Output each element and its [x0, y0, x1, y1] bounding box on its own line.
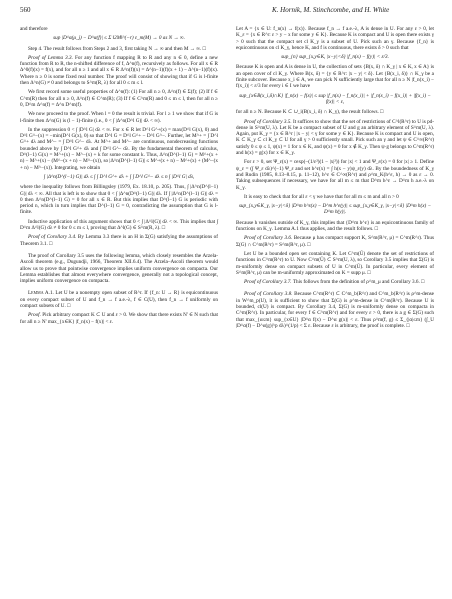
proof-heading: Proof of Corollary 3.4.	[28, 234, 77, 241]
left-paragraph	[20, 26, 218, 32]
paragraph-text: and therefore	[20, 26, 48, 32]
paragraph-text: For ε > 0, set Ψ_ε(x) = cexp(−(1/ε²)(1 − |x|²)) for |x| < 1 and Ψ_ε(x) = 0 for |x| ≥ 1. Define ψ_ε = (∫ Ψ_ε dλ)^(−1) Ψ_ε and set h^ε(x) = ∫ h(x − y)ψ_ε(y) dλ. By the boundedness of K_γ and Rudin (1985, 8.13–8.15, p. 11–12), h^ε ∈ C^∞(R^r) and ρ^m_K(h^ε, h) → 0 as ε → 0. Taking subsequences if necessary, we have for all m ≤ m that D^m h^ε → D^m h a.e.-λ on K_γ.	[236, 159, 434, 191]
left-equation	[20, 174, 218, 180]
right-equation	[236, 203, 434, 216]
paragraph-text: Pick arbitrary compact K ⊂ U and ε > 0. We show that there exists N' ∈ N such that for all n ≥ N' max_{x∈K} |f_n(x) − f(x)| < ε.	[20, 312, 218, 325]
paragraph-text: Let U be a nonempty open subset of R^r. If {f_n: U → R} is equicontinuous on every compact subset of U and f_n → f a.e.-λ, f ∈ C(U), then f_n → f uniformly on compact subsets of U. □	[20, 290, 219, 309]
paragraph-text: For any function f mapping R to R and any n ∈ 0, define a new function from R to R, the n-shifted difference of f, Δ^n(f), recursively as follows. For all x ∈ R Δ^0(f)(x) = f(x), and for all n ≥ 1 and all x ∈ R Δ^n(f)(x) = Δ^(n−1)(f)(x + 1) − Δ^(n−1)(f)(x). Where n ≥ 0 is some fixed real number. The proof will consist of showing that if G is l-finite then Δ^n(G) ≠ 0 and belongs to S^m(R, λ) for all 0 ≤ m ≤ l.	[20, 54, 219, 87]
right-paragraph	[236, 220, 434, 233]
paragraph-text: Because C^m(R^r) ⊂ C^m_b(R^r) and C^m_b(R^r) is ρ^m-dense in W^m_p(U), it is sufficient to show that Σ(G) is ρ^m-dense in C^m(R^r). Because U is bounded, cl(U) is compact. By Corollary 3.4, Σ(G) is m-uniformly dense on compacta in C^m(R^r). In particular, for every f ∈ C^m(R^r) and for every ε > 0, there is a g ∈ Σ(G) such that max_{α≤m} sup_{x∈U} |D^α f(x) − D^α g(x)| < ε. Thus ρ^m(f, g) ≤ Σ_{|α|≤m} (∫_U |D^α(f) − D^α(g)|^p dλ)^(1/p) < Σ ε. Because ε is arbitrary, the proof is complete. □	[236, 291, 434, 329]
paragraph-text: We first record some useful properties of Δ^n(f): (1) For all n ≥ 0, Δ^n(f) ∈ Σ(f); (2) If f ∈ C^m(R) then for all n ≥ 0, Δ^n(f) ∈ C^m(R); (3) If f ∈ C^m(R) and 0 ≤ m ≤ l, then for all n ≥ 0, D^m Δ^n(f) = Δ^n D^m(f).	[20, 89, 218, 108]
right-paragraph	[236, 235, 434, 248]
left-paragraph	[20, 89, 218, 108]
paragraph-text: Because μ has compact support K, S^m(R^r, μ) = C^m(R^r). Thus Σ(G) ∩ C^m(R^r) = S^m(R^r, μ). □	[236, 235, 435, 248]
right-paragraph	[236, 291, 434, 329]
paragraph-text: Inductive application of this argument shows that 0 < ∫ |Δ^l(G)| dλ < ∞. This implies that ∫ D^m Δ^l(G) dλ ≠ 0 for 0 ≤ m ≤ l, proving that Δ^l(G) ∈ S^m(R, λ). □	[20, 218, 218, 232]
paragraph-text: Let U be a bounded open set containing K. Let C^m(Ū) denote the set of restrictions of functions in C^m(R^r) to U. Now C^m(Ū) ⊂ S^m(U, λ), so Corollary 3.5 implies that Σ(G) is m-uniformly dense on compact subsets of U in C^m(Ū). In particular, every element of S^m(R^r, μ) can be m-uniformly approximated on K = supp μ. □	[236, 250, 434, 276]
right-paragraph	[236, 109, 434, 115]
proof-heading: Lemma A.1.	[28, 290, 54, 297]
left-paragraph	[20, 55, 218, 86]
paragraph-text: Because K is open and A is dense in U, the collection of sets {B(x, δ) ∩ K_γ | x ∈ K, x ∈ A} is an open cover of cl K_γ. Where B(x, δ) = {y ∈ R^r: |x − y| < δ}. Let {B(x_i, δ)} ∩ K_γ be a finite subcover. Because x_i ∈ A, we can pick N sufficiently large that for all n ≥ N |f_n(x_i) − f(x_i)| < ε/3 for every i ∈ I we have	[236, 64, 434, 90]
right-paragraph	[236, 279, 434, 285]
paragraph-text: Step 4. The result follows from Steps 2 and 3, first taking N → ∞ and then M → ∞. □	[28, 45, 206, 52]
paragraph-text: In the suppression 0 < ∫ |D^l G| dλ < ∞. For x ∈ R let D^l G^+(x) = max(D^l G(x), 0) and D^l G^−(x) = −min(D^l G(x), 0) so that D^l G = D^l G^+ − D^l G^−. Further, let M^+ = ∫ D^l G^+ dλ and M^− = ∫ D^l G^− dλ. At M^+ and M^− are continuous, nondecreasing functions bounded above by ∫ D^l G^+ dλ and ∫ D^l G^− dλ. By the fundamental theorem of calculus, D^(l−1) G(x) = M^+(x) − M^−(x) + k for some constant k. Thus, Δ^n(D^(l−1) G) = M^+(x + n) − M^+(x) − (M^−(x + n) − M^−(x)), so |Δ^n(D^(l−1) G)| ≤ M^+(x + n) − M^+(x) + (M^−(x + n) − M^−(x)). Integrating, we obtain	[20, 126, 218, 171]
right-paragraph	[236, 64, 434, 89]
paragraph-text: Let A = {x ∈ U: f_n(x) → f(x)}. Because f_n → f a.e.-λ, A is dense in U. For any ε > 0, let K_ε = {x ∈ R^r: ε > y − x for some y ∈ K}. Because K is compact and U is open there exists γ > 0 such that the compact set cl K_γ is a subset of U. Pick such an γ. Because {f_n} is equicontinuous on cl K_γ, hence K, and f is continuous, there exists δ > 0 such that	[236, 26, 434, 51]
running-title: K. Hornik, M. Stinchcombe, and H. White	[272, 6, 390, 14]
right-equation	[236, 54, 434, 60]
left-paragraph	[20, 127, 218, 171]
left-paragraph	[20, 219, 218, 232]
paragraph-text: The proof of Corollary 3.5 uses the following lemma, which closely resembles the Arzela-Ascoli theorem (e.g., Dugundji, 1966, Theorem XII.6.4). The Arzela–Ascoli theorem would allow us to prove that pointwise convergence implies uniform convergence on compacta. Our Lemma establishes that almost everywhere convergence, generally not a topological concept, implies uniform convergence on compacta.	[20, 252, 218, 285]
left-paragraph	[20, 253, 218, 284]
page-number: 560	[20, 6, 31, 14]
proof-heading: Proof of Corollary 3.8.	[244, 291, 293, 298]
right-paragraph	[236, 194, 434, 200]
proof-heading: Proof of Corollary 3.6.	[244, 235, 293, 242]
proof-heading: Proof of Lemma 3.3.	[28, 54, 73, 61]
paragraph-text: for all n ≥ N. Because K ⊂ ∪_i(B(x_i, δ) ∩ K_γ), the result follows. □	[236, 109, 384, 116]
paragraph-text: sup_{x∈B(x_i,δ)∩K} |f_n(x) − f(x)| ≤ sup |f_n(x) − f_n(x_i)| + |f_n(x_i) − f(x_i)| + |f(x_i) − f(x)| < ε,	[239, 92, 431, 105]
paragraph-text: This follows from the definition of ρ^m_μ and Corollary 3.6. □	[292, 279, 425, 286]
proof-heading: Proof.	[28, 312, 41, 319]
paragraph-text: ∫ |Δ^n(D^(l−1) G)| dλ ≤ ∫ ∫ D^l G^+ dλ + ∫ ∫ D^l G^− dλ ≤ n ∫ |D^l G| dλ,	[43, 173, 195, 180]
left-paragraph	[20, 111, 218, 124]
paragraph-text: Because h vanishes outside of K_γ, this implies that {D^m h^ε} is an equicontinuous family of functions on K_γ. Lemma A.1 thus applies, and the result follows. □	[236, 219, 434, 233]
paragraph-text: sup |D^α(μ_j) − D^α(f)| ≤ Σ ‖2M‖^(−r) ε_m(M) → 0 as N → ∞.	[53, 35, 185, 42]
right-equation	[236, 93, 434, 106]
paragraph-text: It suffices to show that the set of restrictions of C^l(R^r) to U is pd-dense in S^m(U, λ). Let K be a compact subset of U and g an arbitrary element of S^m(U, λ). Again, put K_γ = {x ∈ R^r | |x − y| < γ for some y ∈ K}. Because K is compact and U is open, K ⊂ K_γ ⊂ cl K_γ ⊂ U for all γ > 0 sufficiently small. Pick such an γ and let ψ ∈ C^∞(R^r) satisfy 0 ≤ ψ ≤ 1, ψ(x) = 1 for x ∈ K, and ψ(x) = 0 for x ∉ K_γ. Then ψ·g belongs to C^m(R^r) and h(x) = g(x) for x ∈ K_γ.	[236, 118, 434, 157]
paragraph-text: sup_{n} sup_{x,y∈K, |x−y|<δ} |f_n(x) − f(y)| < ε/3.	[281, 54, 389, 61]
paragraph-text: where the inequality follows from Billingsley (1979, Ex. 18.10, p. 205). Thus, ∫ |Δ^n(D^(l−1) G)| dλ < ∞. All that is left is to show that 0 < ∫ |Δ^n(D^(l−1) G)| dλ. If ∫ |Δ^n(D^(l−1) G)| dλ = 0 then Δ^n(D^(l−1) G) = 0 for all x ∈ R. But this implies that D^(l−1) G is periodic with period n, which in turn implies that D^(l−1) G = 0, contradicting the assumption that G is l-finite.	[20, 184, 218, 216]
proof-heading: Proof of Corollary 3.5.	[244, 118, 292, 125]
left-paragraph	[20, 46, 218, 52]
right-paragraph	[236, 251, 434, 276]
paragraph-text: It is easy to check that for all ε < γ we have that for all m ≤ m and all n > 0	[244, 193, 399, 200]
left-paragraph	[20, 234, 218, 247]
left-equation	[20, 35, 218, 41]
left-paragraph	[20, 290, 218, 309]
left-paragraph	[20, 184, 218, 215]
right-paragraph	[236, 159, 434, 190]
paragraph-text: By Lemma 3.3 there is an H in Σ(G) satisfying the assumptions of Theorem 3.1. □	[20, 234, 218, 247]
left-paragraph	[20, 312, 218, 325]
paragraph-text: sup_{x,y∈K_γ, |x−y|<δ} |D^m h^ε(x) − D^m h^ε(y)| ≤ sup_{x,y∈K_γ, |x−y|<δ} |D^m h(x) − D^m h(y)|.	[238, 203, 432, 216]
right-column	[236, 26, 434, 332]
paragraph-text: We now proceed to the proof. When l = 0 the result is trivial. For l ≥ 1 we show that if G is l-finite then Δ^n(G) is (l − 1)-finite (i.e., 0 < ∫ |Δ^n(D^l G)| dλ < ∞).	[20, 111, 218, 124]
proof-heading: Proof of Corollary 3.7.	[244, 279, 292, 286]
right-paragraph	[236, 26, 434, 51]
left-column	[20, 26, 218, 328]
right-paragraph	[236, 119, 434, 157]
